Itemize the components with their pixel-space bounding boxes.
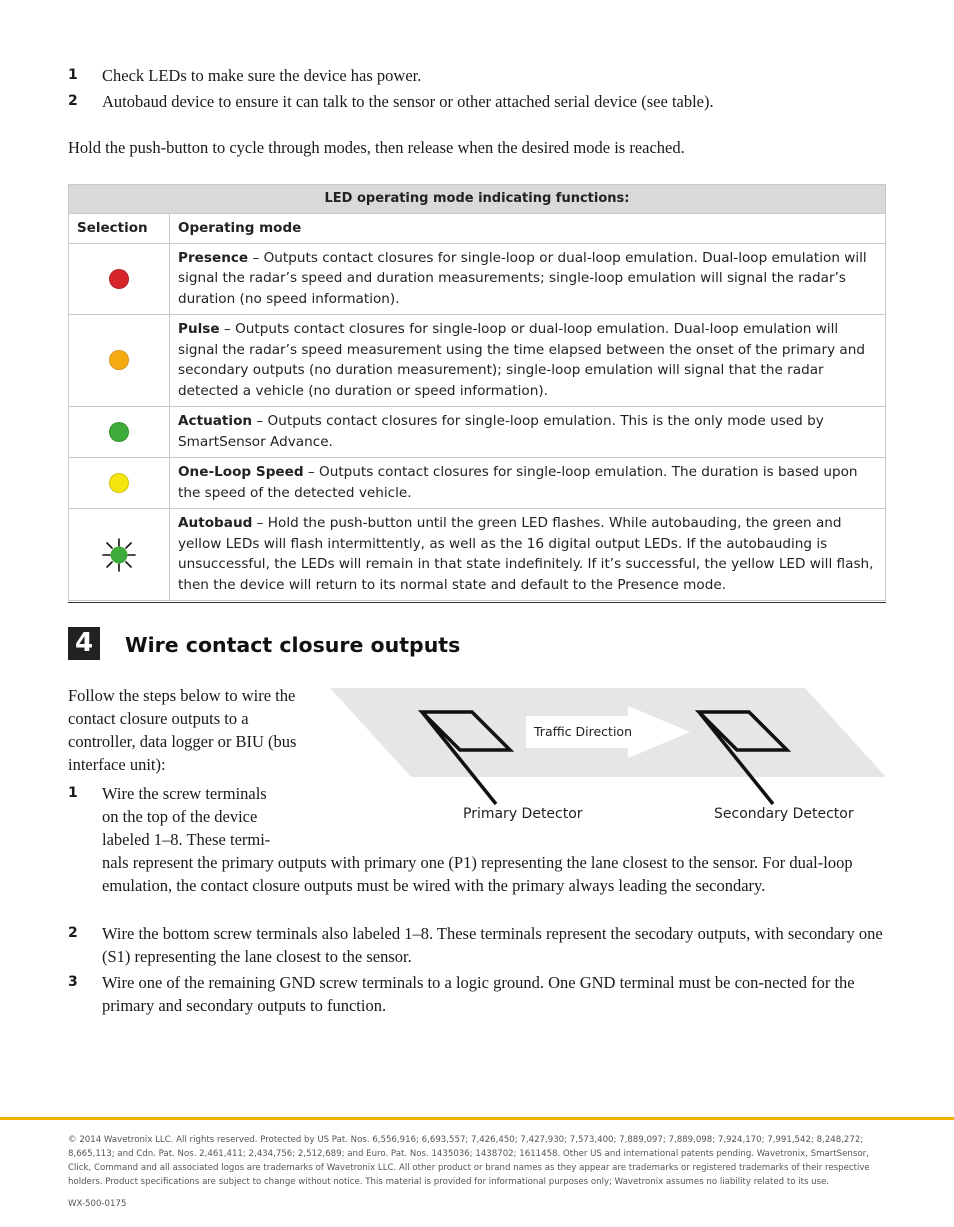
wire-step-1	[68, 782, 886, 897]
step-2-autobaud	[68, 90, 714, 113]
table-row	[69, 407, 886, 458]
mode-name: Pulse	[178, 321, 220, 337]
mode-description: – Outputs contact closures for single-loop emulation. This is the only mode used by SmartSensor Advance.	[178, 413, 824, 450]
hold-instruction: Hold the push-button to cycle through modes, then release when the desired mode is reached.	[68, 138, 685, 157]
mode-description: – Hold the push-button until the green LED flashes. While autobauding, the green and yellow LEDs will flash intermittently, as well as the 16 digital output LEDs. If the autobauding is unsuccessful, the LEDs will remain in that state indefinitely. If it’s successful, the yellow LED will flash, then the device will return to its normal state and default to the Presence mode.	[178, 515, 874, 593]
red-led-icon	[109, 269, 129, 289]
section-divider	[68, 602, 886, 603]
step-number: 3	[68, 974, 78, 990]
led-mode-table	[68, 184, 886, 601]
wire-step-2	[68, 922, 886, 968]
mode-description: – Outputs contact closures for single-loop emulation. The duration is based upon the speed of the detected vehicle.	[178, 464, 858, 501]
traffic-direction-label: Traffic Direction	[530, 722, 636, 742]
mode-name: One-Loop Speed	[178, 464, 304, 480]
step-text-continued: nals represent the primary outputs with primary one (P1) representing the lane closest to the sensor. For dual-loop emulation, the contact closure outputs must be wired with the primary always leading the secondary.	[102, 853, 853, 895]
legal-notice: © 2014 Wavetronix LLC. All rights reserved. Protected by US Pat. Nos. 6,556,916; 6,693,557; 7,426,450; 7,427,930; 7,573,400; 7,889,097; 7,889,098; 7,924,170; 7,991,542; 8,248,272; 8,665,113; and Cdn. Pat. Nos. 2,461,411; 2,434,756; 2,512,689; and Euro. Pat. Nos. 1435036; 1438702; 1611458. Other US and international patents pending. Wavetronix, SmartSensor, Click, Command and all associated logos are trademarks of Wavetronix LLC. All other product or brand names as they appear are trademarks or registered trademarks of their respective holders. Product specifications are subject to change without notice. This material is provided for informational purposes only; Wavetronix assumes no liability related to its use.	[68, 1135, 870, 1187]
section-number-badge: 4	[68, 627, 100, 660]
step-number: 2	[68, 925, 78, 941]
mode-description: – Outputs contact closures for single-loop or dual-loop emulation. Dual-loop emulation will signal the radar’s speed and duration measurements; single-loop emulation will signal the radar’s duration (no speed information).	[178, 249, 867, 307]
step-number: 1	[68, 785, 78, 801]
mode-name: Actuation	[178, 413, 253, 429]
step-number: 2	[68, 93, 78, 109]
footer-accent-bar	[0, 1117, 954, 1120]
table-caption: LED operating mode indicating functions:	[69, 185, 886, 214]
yellow-led-icon	[109, 473, 129, 493]
column-header-selection: Selection	[69, 214, 170, 244]
mode-name: Presence	[178, 249, 249, 266]
step-text-line: Wire the screw terminals	[102, 784, 267, 803]
document-id: WX-500-0175	[68, 1199, 127, 1209]
primary-detector-label: Primary Detector	[463, 806, 583, 822]
step-text-line: labeled 1–8. These termi-	[102, 830, 271, 849]
table-row	[69, 509, 886, 601]
flashing-green-led-icon	[102, 538, 136, 572]
column-header-operating-mode: Operating mode	[170, 214, 886, 244]
step-text: Autobaud device to ensure it can talk to the sensor or other attached serial device (see table).	[102, 92, 714, 111]
section-title: Wire contact closure outputs	[125, 633, 461, 657]
step-1-check-leds	[68, 64, 421, 87]
table-row	[69, 315, 886, 407]
mode-name: Autobaud	[178, 515, 253, 531]
step-text-line: on the top of the device	[102, 807, 258, 826]
step-text: Wire one of the remaining GND screw terminals to a logic ground. One GND terminal must be con-nected for the primary and secondary outputs to function.	[102, 973, 855, 1015]
orange-led-icon	[109, 350, 129, 370]
table-row	[69, 243, 886, 315]
step-text: Wire the bottom screw terminals also labeled 1–8. These terminals represent the secodary outputs, with secondary one (S1) representing the lane closest to the sensor.	[102, 924, 883, 966]
secondary-detector-label: Secondary Detector	[714, 806, 854, 822]
mode-description: – Outputs contact closures for single-loop or dual-loop emulation. Dual-loop emulation will signal the radar’s speed measurement using the time elapsed between the onset of the primary and secondary outputs (no duration measurement); single-loop emulation will signal that the radar detected a vehicle (no duration or speed information).	[178, 321, 866, 399]
intro-paragraph: Follow the steps below to wire the contact closure outputs to a controller, data logger or BIU (bus interface unit):	[68, 686, 297, 774]
table-row	[69, 458, 886, 509]
step-text: Check LEDs to make sure the device has power.	[102, 66, 422, 85]
step-number: 1	[68, 67, 78, 83]
green-led-icon	[109, 422, 129, 442]
wire-step-3	[68, 971, 886, 1017]
